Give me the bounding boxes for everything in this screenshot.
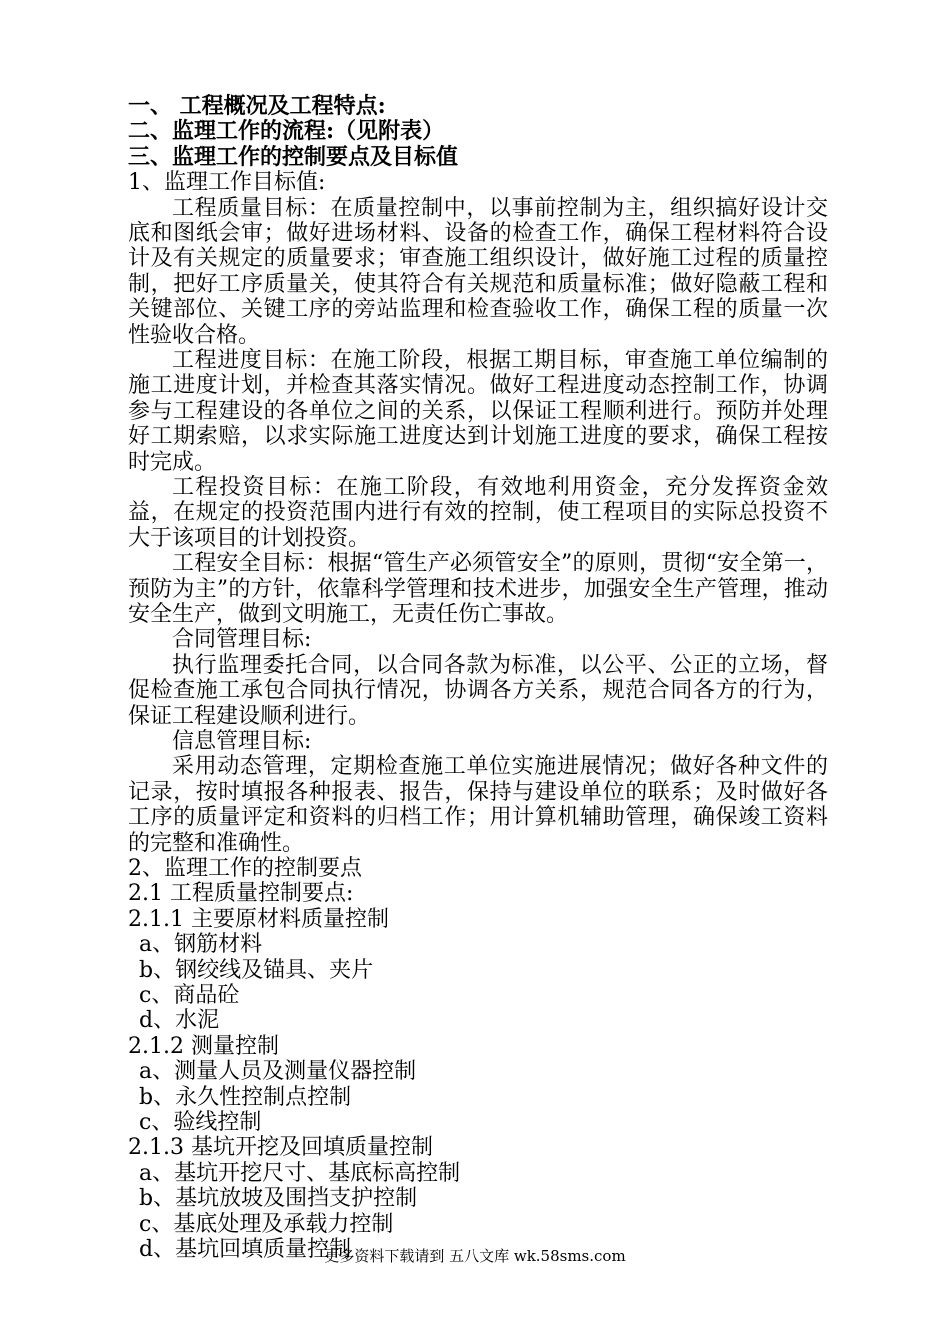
quality-target-paragraph: 工程质量目标：在质量控制中，以事前控制为主，组织搞好设计交底和图纸会审；做好进场材料、设备的检查工作，确保工程材料符合设计及有关规定的质量要求；审查施工组织设计，做好施工过程的质量控制，把好工序质量关，使其符合有关规范和质量标准；做好隐蔽工程和关键部位、关键工序的旁站监理和检查验收工作，确保工程的质量一次性验收合格。 <box>128 195 828 348</box>
list-item: b、钢绞线及锚具、夹片 <box>139 957 374 983</box>
list-item: c、验线控制 <box>139 1110 262 1135</box>
list-item: b、永久性控制点控制 <box>139 1084 352 1110</box>
contract-target-paragraph: 执行监理委托合同，以合同各款为标准，以公平、公正的立场，督促检查施工承包合同执行情况，协调各方关系，规范合同各方的行为，保证工程建设顺利进行。 <box>128 652 828 729</box>
section-1-title: 1、监理工作目标值: <box>128 170 326 196</box>
investment-target-paragraph: 工程投资目标：在施工阶段，有效地利用资金，充分发挥资金效益，在规定的投资范围内进行有效的控制，使工程项目的实际总投资不大于该项目的计划投资。 <box>128 475 828 551</box>
heading-2: 二、监理工作的流程:（见附表） <box>128 118 445 145</box>
list-item: d、基坑回填质量控制 <box>139 1236 352 1262</box>
page-footer: 更多资料下载请到 五八文库 wk.58sms.com <box>324 1247 626 1265</box>
info-target-title: 信息管理目标: <box>172 729 312 755</box>
subsection-2-1-3: 2.1.3 基坑开挖及回填质量控制 <box>128 1135 433 1161</box>
list-item: c、基底处理及承载力控制 <box>139 1211 394 1237</box>
info-target-paragraph: 采用动态管理，定期检查施工单位实施进展情况；做好各种文件的记录，按时填报各种报表、报告，保持与建设单位的联系；及时做好各工序的质量评定和资料的归档工作；用计算机辅助管理，确保竣工资料的完整和准确性。 <box>128 754 828 856</box>
contract-target-title: 合同管理目标: <box>172 627 312 653</box>
list-item: a、基坑开挖尺寸、基底标高控制 <box>139 1160 461 1186</box>
list-item: a、测量人员及测量仪器控制 <box>139 1059 417 1085</box>
schedule-target-paragraph: 工程进度目标：在施工阶段，根据工期目标，审查施工单位编制的施工进度计划，并检查其落实情况。做好工程进度动态控制工作，协调参与工程建设的各单位之间的关系，以保证工程顺利进行。预防并处理好工期索赔，以求实际施工进度达到计划施工进度的要求，确保工程按时完成。 <box>128 348 828 475</box>
section-2-title: 2、监理工作的控制要点 <box>128 856 362 882</box>
list-item: c、商品砼 <box>139 983 240 1009</box>
document-body <box>128 94 828 1262</box>
subsection-2-1-1: 2.1.1 主要原材料质量控制 <box>128 906 389 932</box>
subsection-2-1: 2.1 工程质量控制要点: <box>128 881 354 907</box>
heading-1: 一、 工程概况及工程特点: <box>128 93 386 119</box>
list-item: d、水泥 <box>139 1008 220 1034</box>
heading-3: 三、监理工作的控制要点及目标值 <box>128 143 459 170</box>
subsection-2-1-2: 2.1.2 测量控制 <box>128 1033 279 1059</box>
safety-target-paragraph: 工程安全目标：根据“管生产必须管安全”的原则，贯彻“安全第一，预防为主”的方针，依靠科学管理和技术进步，加强安全生产管理，推动安全生产，做到文明施工，无责任伤亡事故。 <box>128 551 828 628</box>
list-item: b、基坑放坡及围挡支护控制 <box>139 1186 418 1212</box>
list-item: a、钢筋材料 <box>139 932 263 958</box>
